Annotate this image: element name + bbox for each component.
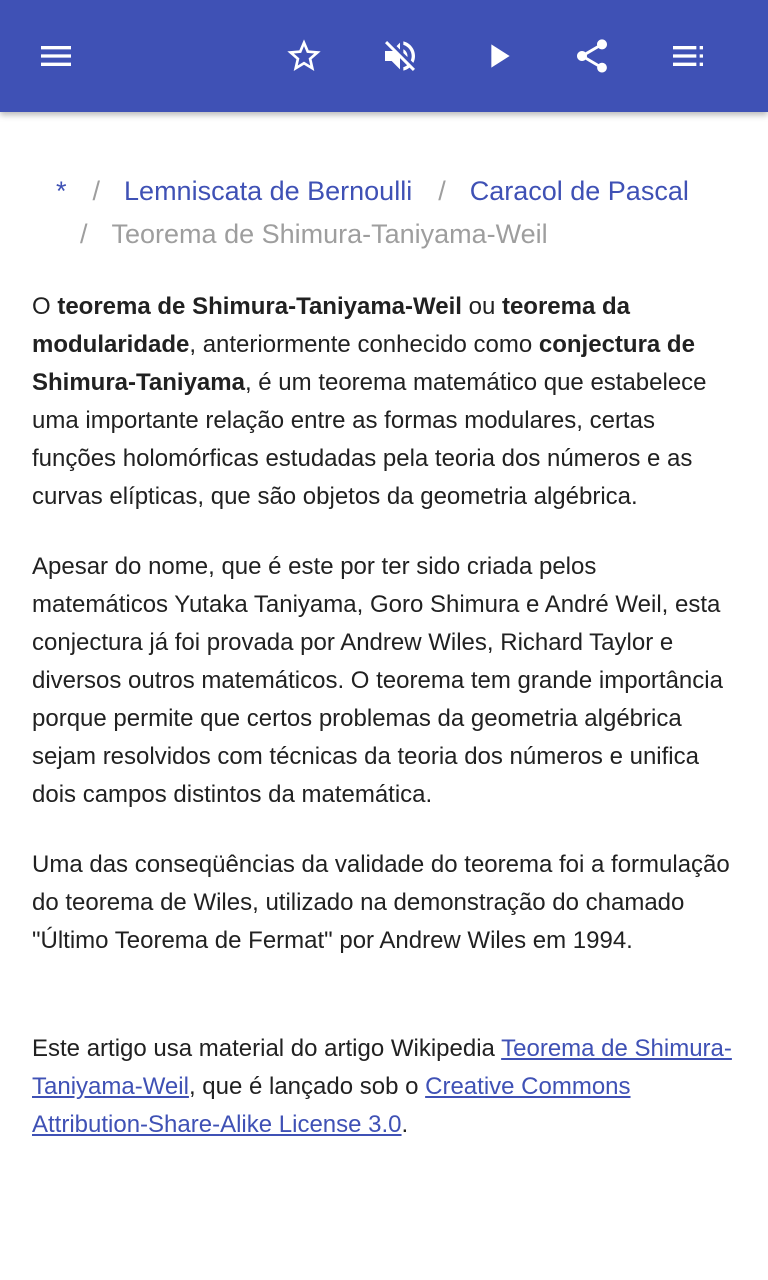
article-content xyxy=(32,170,736,1176)
contents-button[interactable] xyxy=(660,28,716,84)
app-bar xyxy=(0,0,768,112)
play-button[interactable] xyxy=(470,28,526,84)
breadcrumb-separator: / xyxy=(438,176,446,206)
play-icon xyxy=(478,36,518,76)
menu-button[interactable] xyxy=(28,28,84,84)
share-button[interactable] xyxy=(564,28,620,84)
volume-off-icon xyxy=(380,36,420,76)
star-outline-icon xyxy=(284,36,324,76)
article-paragraph-3: Uma das conseqüências da validade do teorema foi a formulação do teorema de Wiles, utilizado na demonstração do chamado "Último Teorema de Fermat" por Andrew Wiles em 1994. xyxy=(32,851,730,954)
menu-icon xyxy=(36,36,76,76)
article-paragraph-2: Apesar do nome, que é este por ter sido criada pelos matemáticos Yutaka Taniyama, Goro Shimura e André Weil, esta conjectura já foi provada por Andrew Wiles, Richard Taylor e diversos outros matemáticos. O teorema tem grande importância porque permite que certos problemas da geometria algébrica sejam resolvidos com técnicas da teoria dos números e unifica dois campos distintos da matemática. xyxy=(32,553,723,808)
breadcrumb-current: Teorema de Shimura-Taniyama-Weil xyxy=(111,219,548,249)
article-paragraph-1: O teorema de Shimura-Taniyama-Weil ou teorema da modularidade, anteriormente conhecido como conjectura de Shimura-Taniyama, é um teorema matemático que estabelece uma importante relação entre as formas modulares, certas funções holomórficas estudadas pela teoria dos números e as curvas elípticas, que são objetos da geometria algébrica. xyxy=(32,293,707,510)
breadcrumb xyxy=(32,170,736,256)
source-attribution: Este artigo usa material do artigo Wikipedia Teorema de Shimura-Taniyama-Weil, que é lançado sob o Creative Commons Attribution-Share-Alike License 3.0. xyxy=(32,1035,732,1138)
wikipedia-article-link[interactable]: Teorema de Shimura-Taniyama-Weil xyxy=(32,1035,732,1100)
breadcrumb-link-lemniscata[interactable]: Lemniscata de Bernoulli xyxy=(124,176,413,206)
breadcrumb-separator: / xyxy=(92,176,101,206)
breadcrumb-link-caracol[interactable]: Caracol de Pascal xyxy=(469,176,689,206)
bookmark-button[interactable] xyxy=(276,28,332,84)
share-icon xyxy=(572,36,612,76)
license-link[interactable]: Creative Commons Attribution-Share-Alike License 3.0 xyxy=(32,1073,631,1138)
list-icon xyxy=(668,36,708,76)
mute-button[interactable] xyxy=(372,28,428,84)
breadcrumb-home-link[interactable]: * xyxy=(56,176,67,206)
breadcrumb-separator: / xyxy=(80,219,88,249)
